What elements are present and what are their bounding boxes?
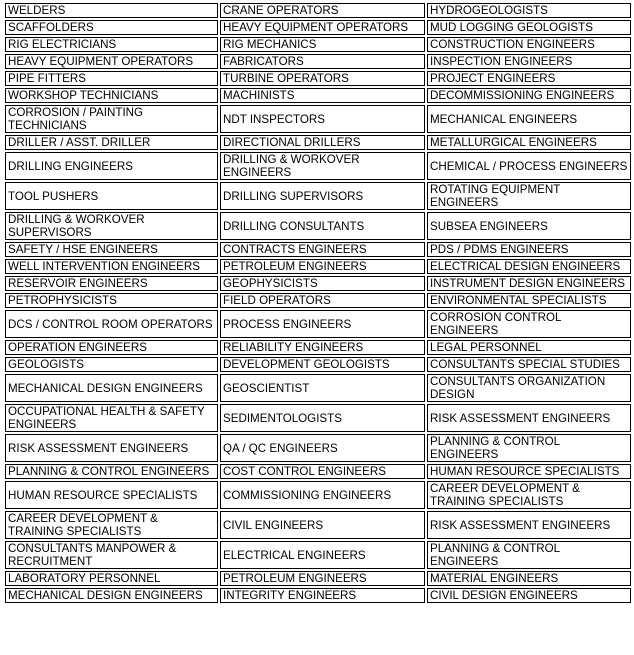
job-titles-table-body <box>5 3 631 603</box>
table-row <box>5 105 631 133</box>
table-cell: HUMAN RESOURCE SPECIALISTS <box>427 464 631 479</box>
table-cell: PLANNING & CONTROL ENGINEERS <box>427 541 631 569</box>
table-cell: CONSTRUCTION ENGINEERS <box>427 37 631 52</box>
table-cell: SEDIMENTOLOGISTS <box>220 404 425 432</box>
table-cell: LEGAL PERSONNEL <box>427 340 631 355</box>
table-cell: RISK ASSESSMENT ENGINEERS <box>427 404 631 432</box>
table-cell: CORROSION / PAINTING TECHNICIANS <box>5 105 218 133</box>
table-cell: MECHANICAL DESIGN ENGINEERS <box>5 588 218 603</box>
table-cell: CONSULTANTS ORGANIZATION DESIGN <box>427 374 631 402</box>
table-cell: FABRICATORS <box>220 54 425 69</box>
table-cell: PETROLEUM ENGINEERS <box>220 571 425 586</box>
job-titles-table <box>3 1 633 605</box>
table-cell: INTEGRITY ENGINEERS <box>220 588 425 603</box>
table-cell: ROTATING EQUIPMENT ENGINEERS <box>427 182 631 210</box>
table-cell: INSPECTION ENGINEERS <box>427 54 631 69</box>
table-cell: GEOSCIENTIST <box>220 374 425 402</box>
table-row <box>5 88 631 103</box>
table-cell: PROCESS ENGINEERS <box>220 310 425 338</box>
table-row <box>5 37 631 52</box>
table-cell: WELDERS <box>5 3 218 18</box>
table-cell: OCCUPATIONAL HEALTH & SAFETY ENGINEERS <box>5 404 218 432</box>
table-cell: CORROSION CONTROL ENGINEERS <box>427 310 631 338</box>
table-row <box>5 182 631 210</box>
table-cell: DIRECTIONAL DRILLERS <box>220 135 425 150</box>
table-cell: CAREER DEVELOPMENT & TRAINING SPECIALISTS <box>427 481 631 509</box>
table-cell: SUBSEA ENGINEERS <box>427 212 631 240</box>
table-cell: RESERVOIR ENGINEERS <box>5 276 218 291</box>
table-cell: ELECTRICAL ENGINEERS <box>220 541 425 569</box>
table-row <box>5 404 631 432</box>
table-cell: SAFETY / HSE ENGINEERS <box>5 242 218 257</box>
table-cell: DEVELOPMENT GEOLOGISTS <box>220 357 425 372</box>
table-row <box>5 571 631 586</box>
table-cell: RIG MECHANICS <box>220 37 425 52</box>
table-cell: CIVIL DESIGN ENGINEERS <box>427 588 631 603</box>
table-cell: CHEMICAL / PROCESS ENGINEERS <box>427 152 631 180</box>
table-row <box>5 464 631 479</box>
table-cell: CONSULTANTS SPECIAL STUDIES <box>427 357 631 372</box>
table-cell: MUD LOGGING GEOLOGISTS <box>427 20 631 35</box>
table-cell: DRILLER / ASST. DRILLER <box>5 135 218 150</box>
table-row <box>5 588 631 603</box>
table-cell: SCAFFOLDERS <box>5 20 218 35</box>
table-cell: RIG ELECTRICIANS <box>5 37 218 52</box>
table-cell: HYDROGEOLOGISTS <box>427 3 631 18</box>
table-cell: RELIABILITY ENGINEERS <box>220 340 425 355</box>
table-row <box>5 259 631 274</box>
table-cell: PETROPHYSICISTS <box>5 293 218 308</box>
table-cell: RISK ASSESSMENT ENGINEERS <box>427 511 631 539</box>
table-row <box>5 357 631 372</box>
table-cell: HEAVY EQUIPMENT OPERATORS <box>220 20 425 35</box>
table-cell: DECOMMISSIONING ENGINEERS <box>427 88 631 103</box>
table-cell: PDS / PDMS ENGINEERS <box>427 242 631 257</box>
table-cell: INSTRUMENT DESIGN ENGINEERS <box>427 276 631 291</box>
table-cell: DRILLING SUPERVISORS <box>220 182 425 210</box>
table-cell: PETROLEUM ENGINEERS <box>220 259 425 274</box>
table-cell: DRILLING & WORKOVER ENGINEERS <box>220 152 425 180</box>
table-cell: MECHANICAL DESIGN ENGINEERS <box>5 374 218 402</box>
table-row <box>5 340 631 355</box>
table-cell: PIPE FITTERS <box>5 71 218 86</box>
table-cell: RISK ASSESSMENT ENGINEERS <box>5 434 218 462</box>
table-cell: TOOL PUSHERS <box>5 182 218 210</box>
table-row <box>5 135 631 150</box>
table-cell: MACHINISTS <box>220 88 425 103</box>
table-cell: GEOLOGISTS <box>5 357 218 372</box>
table-cell: GEOPHYSICISTS <box>220 276 425 291</box>
table-row <box>5 54 631 69</box>
table-cell: CIVIL ENGINEERS <box>220 511 425 539</box>
table-row <box>5 541 631 569</box>
table-cell: PLANNING & CONTROL ENGINEERS <box>5 464 218 479</box>
table-cell: MATERIAL ENGINEERS <box>427 571 631 586</box>
table-cell: LABORATORY PERSONNEL <box>5 571 218 586</box>
table-cell: ENVIRONMENTAL SPECIALISTS <box>427 293 631 308</box>
table-row <box>5 152 631 180</box>
table-row <box>5 310 631 338</box>
table-cell: HUMAN RESOURCE SPECIALISTS <box>5 481 218 509</box>
table-row <box>5 511 631 539</box>
table-cell: NDT INSPECTORS <box>220 105 425 133</box>
table-cell: CAREER DEVELOPMENT & TRAINING SPECIALISTS <box>5 511 218 539</box>
table-row <box>5 71 631 86</box>
table-row <box>5 481 631 509</box>
table-row <box>5 434 631 462</box>
table-row <box>5 20 631 35</box>
table-cell: PROJECT ENGINEERS <box>427 71 631 86</box>
table-cell: CONTRACTS ENGINEERS <box>220 242 425 257</box>
table-row <box>5 212 631 240</box>
table-cell: CONSULTANTS MANPOWER & RECRUITMENT <box>5 541 218 569</box>
table-cell: WORKSHOP TECHNICIANS <box>5 88 218 103</box>
table-row <box>5 374 631 402</box>
table-cell: DRILLING CONSULTANTS <box>220 212 425 240</box>
table-cell: OPERATION ENGINEERS <box>5 340 218 355</box>
table-cell: WELL INTERVENTION ENGINEERS <box>5 259 218 274</box>
table-cell: QA / QC ENGINEERS <box>220 434 425 462</box>
table-cell: PLANNING & CONTROL ENGINEERS <box>427 434 631 462</box>
table-cell: COMMISSIONING ENGINEERS <box>220 481 425 509</box>
table-cell: FIELD OPERATORS <box>220 293 425 308</box>
table-cell: DRILLING ENGINEERS <box>5 152 218 180</box>
table-cell: TURBINE OPERATORS <box>220 71 425 86</box>
table-cell: ELECTRICAL DESIGN ENGINEERS <box>427 259 631 274</box>
table-row <box>5 3 631 18</box>
table-cell: HEAVY EQUIPMENT OPERATORS <box>5 54 218 69</box>
table-cell: METALLURGICAL ENGINEERS <box>427 135 631 150</box>
table-cell: DRILLING & WORKOVER SUPERVISORS <box>5 212 218 240</box>
table-cell: MECHANICAL ENGINEERS <box>427 105 631 133</box>
table-row <box>5 293 631 308</box>
table-row <box>5 276 631 291</box>
table-row <box>5 242 631 257</box>
table-cell: CRANE OPERATORS <box>220 3 425 18</box>
table-cell: DCS / CONTROL ROOM OPERATORS <box>5 310 218 338</box>
table-cell: COST CONTROL ENGINEERS <box>220 464 425 479</box>
